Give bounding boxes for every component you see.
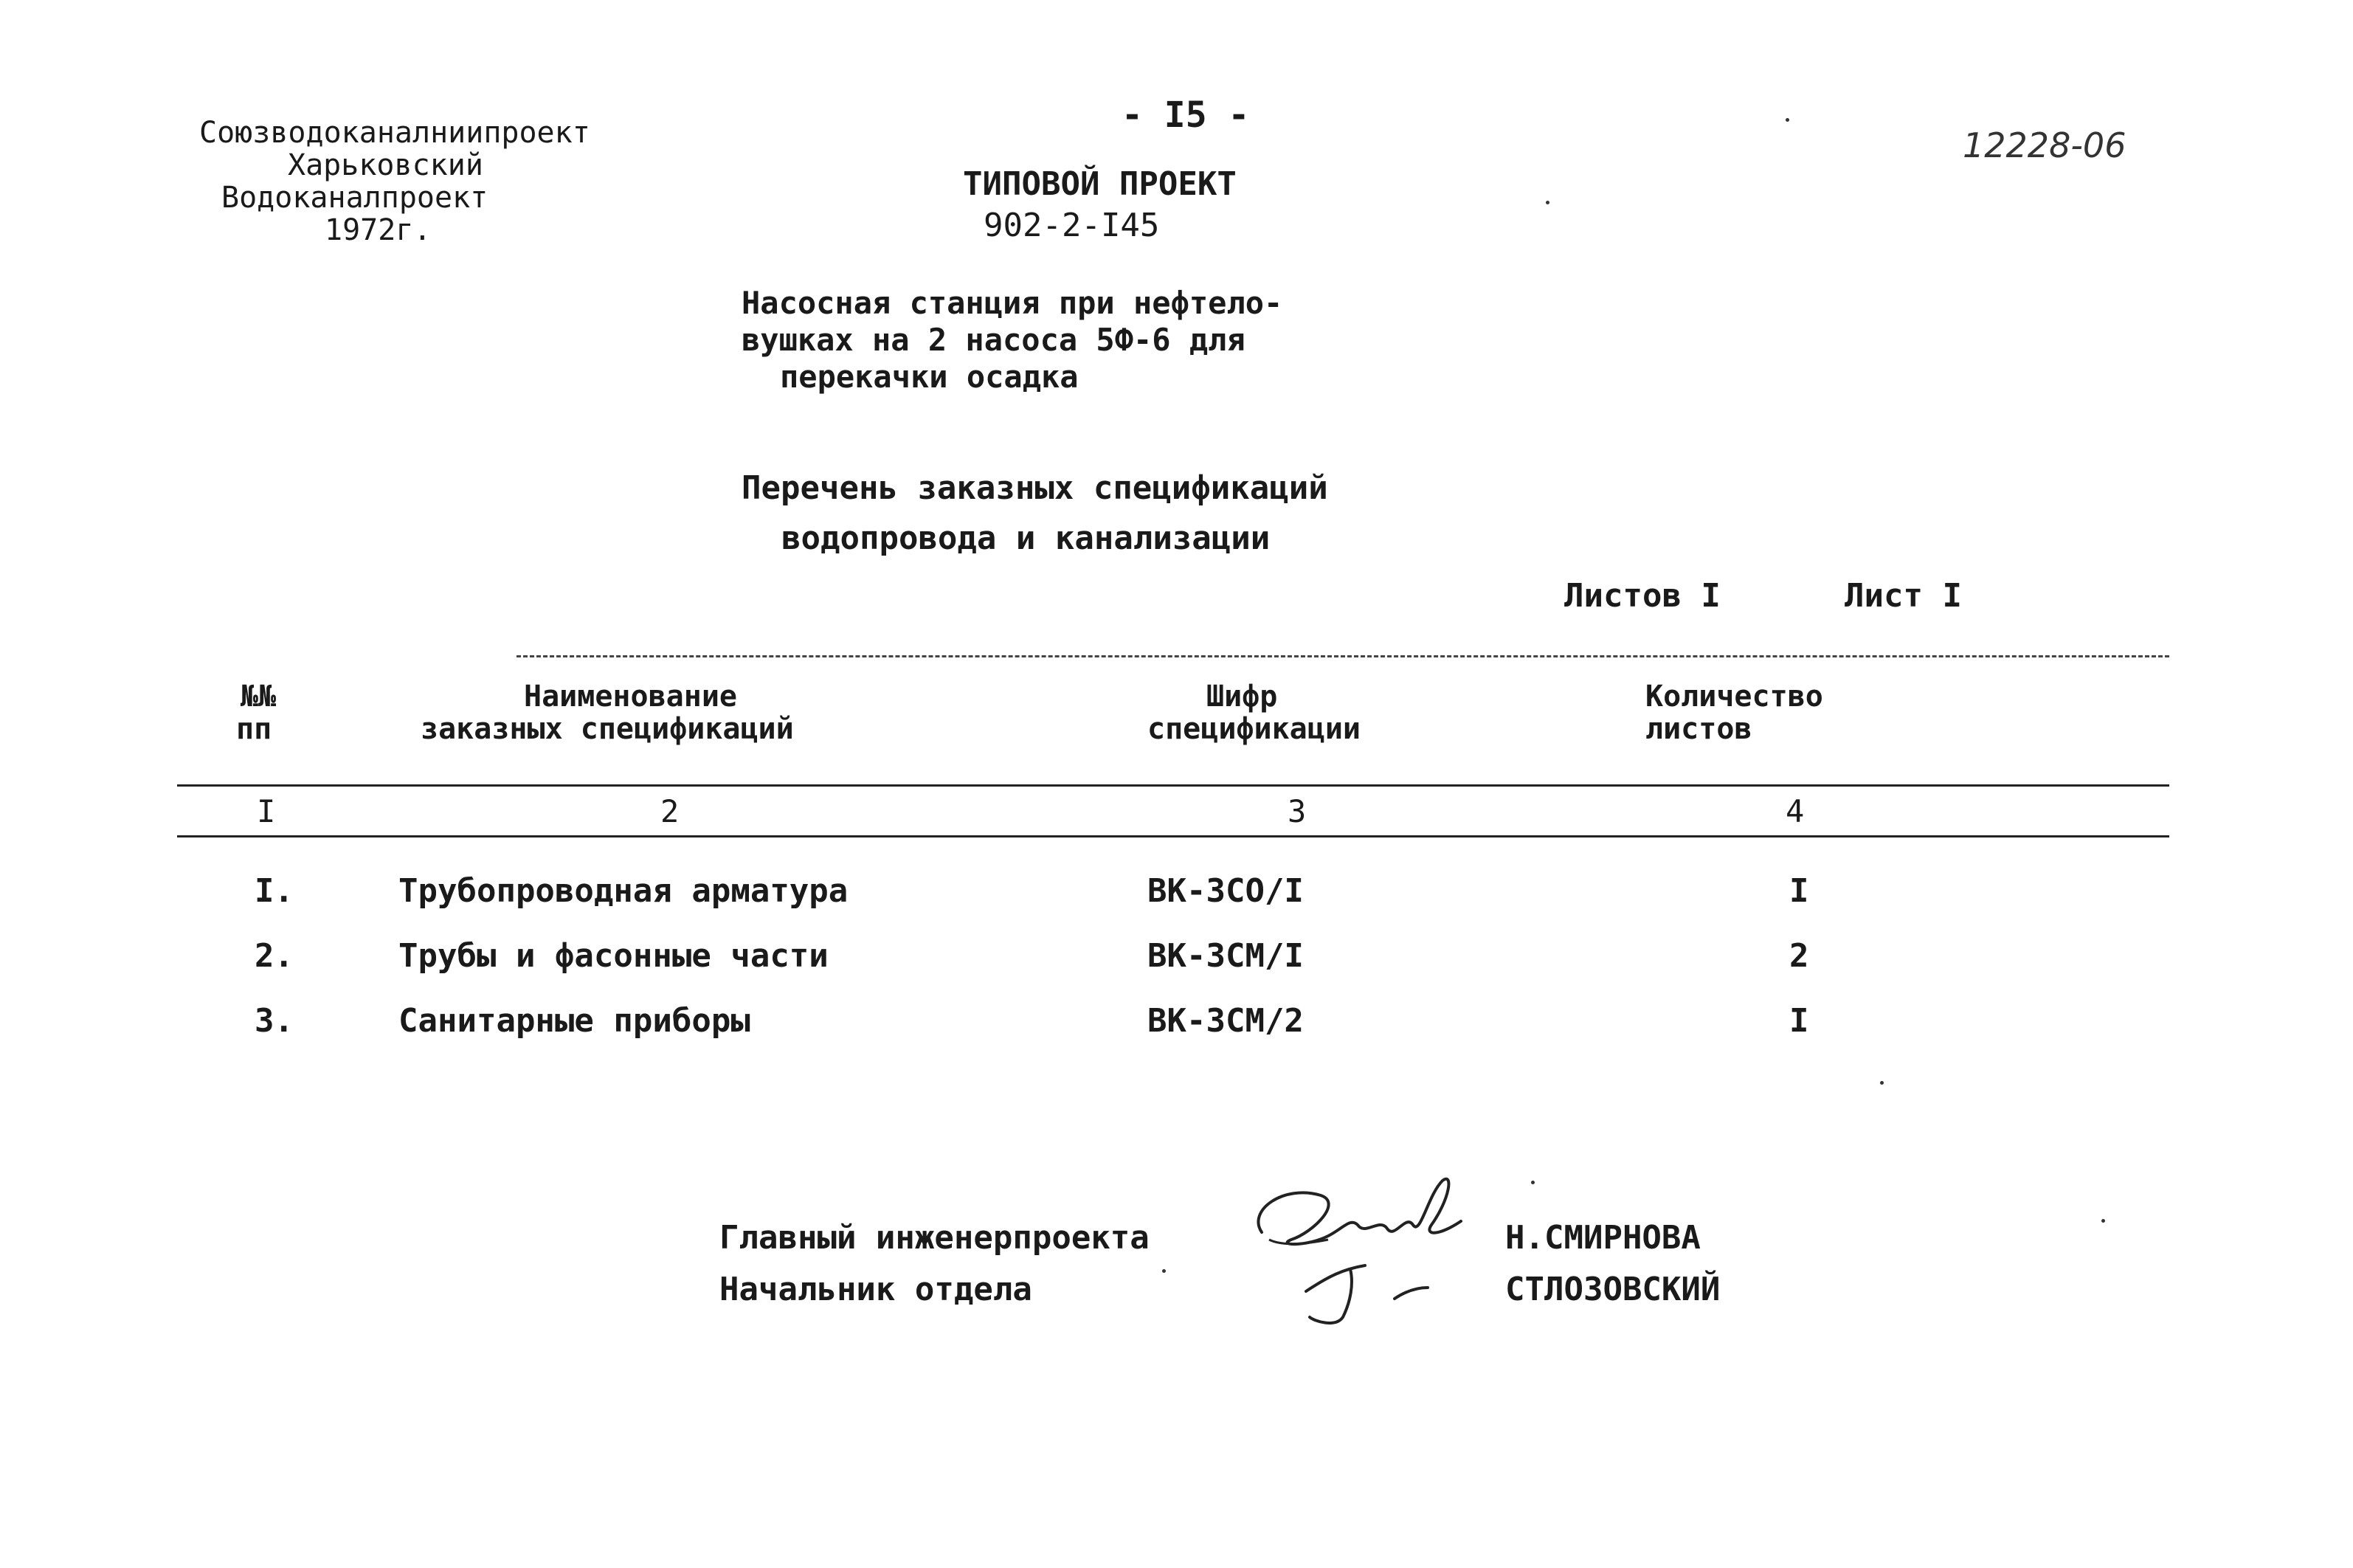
- column-number-4: 4: [1786, 793, 1805, 829]
- row-3-sheets: I: [1789, 1002, 1809, 1040]
- list-title-line-2: водопровода и канализации: [781, 519, 1271, 557]
- scan-speck: [1880, 1081, 1884, 1085]
- description-line-3: перекачки осадка: [780, 359, 1079, 395]
- table-top-rule: [516, 655, 2169, 657]
- row-3-code: ВК-3СМ/2: [1147, 1002, 1304, 1040]
- row-2-num: 2.: [255, 937, 294, 975]
- row-1-num: I.: [255, 872, 294, 910]
- description-line-2: вушках на 2 насоса 5Ф-6 для: [742, 322, 1245, 358]
- list-title-line-1: Перечень заказных спецификаций: [742, 469, 1328, 507]
- signature-name-2: СТЛОЗОВСКИЙ: [1505, 1271, 1721, 1308]
- header-col-3-line-2: спецификации: [1147, 712, 1361, 746]
- column-number-2: 2: [660, 793, 680, 829]
- project-block: [963, 164, 1237, 246]
- scan-speck: [1531, 1181, 1535, 1184]
- scan-speck: [1162, 1269, 1166, 1273]
- scan-speck: [2101, 1219, 2105, 1223]
- header-bottom-rule: [177, 784, 2169, 787]
- row-2-name: Трубы и фасонные части: [398, 937, 829, 975]
- row-1-code: ВК-3СО/I: [1147, 872, 1304, 910]
- header-col-4-line-1: Количество: [1645, 680, 1823, 714]
- scan-speck: [1786, 118, 1789, 122]
- scan-speck: [1546, 201, 1549, 204]
- signature-role-2: Начальник отдела: [719, 1271, 1032, 1308]
- row-3-name: Санитарные приборы: [398, 1002, 750, 1040]
- header-col-2: [421, 680, 794, 745]
- description-line-1: Насосная станция при нефтело-: [742, 285, 1283, 321]
- project-description: [742, 285, 1282, 396]
- org-line-4: 1972г.: [325, 213, 432, 247]
- page-number: - I5 -: [1122, 94, 1250, 136]
- document-number: 12228-06: [1963, 125, 2126, 165]
- signature-name-1: Н.СМИРНОВА: [1505, 1219, 1701, 1257]
- org-line-3: Водоканалпроект: [221, 181, 488, 215]
- header-col-1: [236, 680, 276, 745]
- column-number-3: 3: [1288, 793, 1307, 829]
- row-2-code: ВК-3СМ/I: [1147, 937, 1304, 975]
- row-1-name: Трубопроводная арматура: [398, 872, 849, 910]
- header-col-4: [1645, 680, 1823, 745]
- header-col-2-line-1: Наименование: [524, 680, 737, 714]
- org-line-2: Харьковский: [288, 148, 483, 182]
- row-2-sheets: 2: [1789, 937, 1809, 975]
- project-code: 902-2-I45: [984, 207, 1160, 244]
- header-col-3-line-1: Шифр: [1206, 680, 1278, 714]
- organization-block: [199, 117, 590, 246]
- list-title: [742, 463, 1328, 564]
- org-line-1: Союзводоканалниипроект: [199, 116, 590, 150]
- column-number-rule: [177, 835, 2169, 837]
- row-3-num: 3.: [255, 1002, 294, 1040]
- header-col-2-line-2: заказных спецификаций: [421, 712, 794, 746]
- header-col-1-line-2: пп: [236, 712, 272, 746]
- signature-role-1: Главный инженерпроекта: [719, 1219, 1150, 1257]
- row-1-sheets: I: [1789, 872, 1809, 910]
- header-col-3: [1147, 680, 1361, 745]
- handwritten-signature-icon: [1240, 1166, 1490, 1350]
- sheet-current: Лист I: [1845, 577, 1962, 615]
- sheets-total: Листов I: [1564, 577, 1721, 615]
- header-col-4-line-2: листов: [1645, 712, 1752, 746]
- header-col-1-line-1: №№: [241, 680, 277, 714]
- project-type: ТИПОВОЙ ПРОЕКТ: [963, 165, 1237, 203]
- column-number-1: I: [257, 793, 276, 829]
